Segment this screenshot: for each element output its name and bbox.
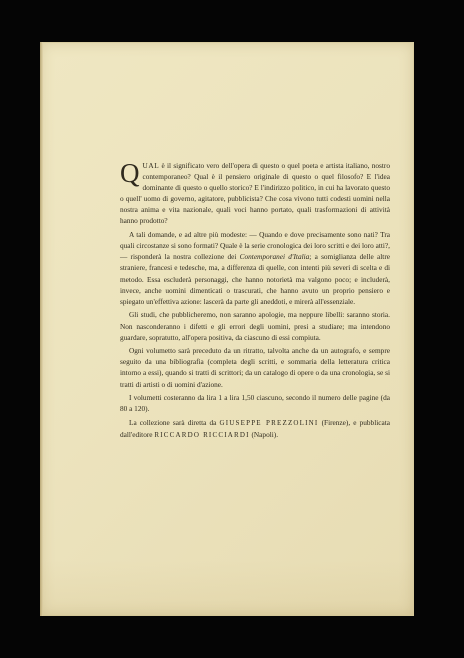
paragraph-editors-text-c: (Napoli). — [249, 430, 279, 440]
paragraph-questions — [120, 229, 390, 307]
cover-stain — [40, 560, 414, 616]
drop-cap: Q — [120, 158, 140, 188]
paragraph-editors — [120, 417, 390, 441]
prospectus-text — [120, 160, 390, 444]
paragraph-questions-text-a: A tali domande, e ad altre più modeste: — Quando e dove precisamente sono nati? Tra quali circostanze si sono formati? Quale è la serie cronologica dei loro scritti e dei loro atti?, — risponderà la nostra collezione dei — [120, 230, 390, 262]
paragraph-editors-text-a: La collezione sarà diretta da — [129, 418, 220, 428]
paragraph-prices: I volumetti costeranno da lira 1 a lira 1,50 ciascuno, secondo il numero delle pagine (da 80 a 120). — [120, 393, 390, 414]
paragraph-intro-text: è il significato vero dell'opera di questo o quel poeta e artista italiano, nostro contemporaneo? Qual è il pensiero originale di questo o quel filosofo? E l'idea dominante di questo o quello storico? E l'indirizzo politico, in cui ha lavorato questo o quell' uomo di governo, agitatore, pubblicista? Che cosa vivono tutti codesti uomini nella nostra anima e vita nazionale, quali voci hanno portato, quali trasformazioni di attività hanno prodotto? — [120, 161, 390, 226]
paragraph-questions-text-b: ; a somiglianza delle altre straniere, francesi e tedesche, ma, a differenza di quelle, con intenti più severi di scelta e di metodo. Essa escluderà personaggi, che hanno notorietà ma valgono poco; e includerà, invece, anche uomini dimenticati o trascurati, che hanno avuto un proprio pensiero e spiegato un'effettiva azione: lascerà da parte gli aneddoti, e mirerà all'essenziale. — [120, 252, 390, 306]
paragraph-studies: Gli studi, che pubblicheremo, non saranno apologie, ma neppure libelli: saranno storia. Non nasconderanno i difetti e gli errori degli uomini, presi a studiare; ma intendono guardare, sopratutto, all'opera positiva, da ciascuno di essi compiuta. — [120, 310, 390, 342]
paragraph-volumes: Ogni volumetto sarà preceduto da un ritratto, talvolta anche da un autografo, e sempre seguito da una bibliografia (completa degli scritti, e sommaria della letteratura critica intorno a essi), quando si tratti di scrittori; da un catalogo di opere o da una cronologia, se si tratti di artisti o di uomini d'azione. — [120, 346, 390, 389]
first-word: UAL — [142, 161, 160, 170]
paragraph-editors-text-b: (Firenze), e pubblicata dall'editore — [120, 418, 390, 440]
paragraph-intro — [120, 160, 390, 227]
spine-edge — [40, 42, 43, 616]
collection-title: Contemporanei d'Italia — [239, 252, 310, 262]
publisher-name: RICCARDO RICCIARDI — [154, 431, 250, 440]
director-name: GIUSEPPE PREZZOLINI — [219, 419, 319, 428]
